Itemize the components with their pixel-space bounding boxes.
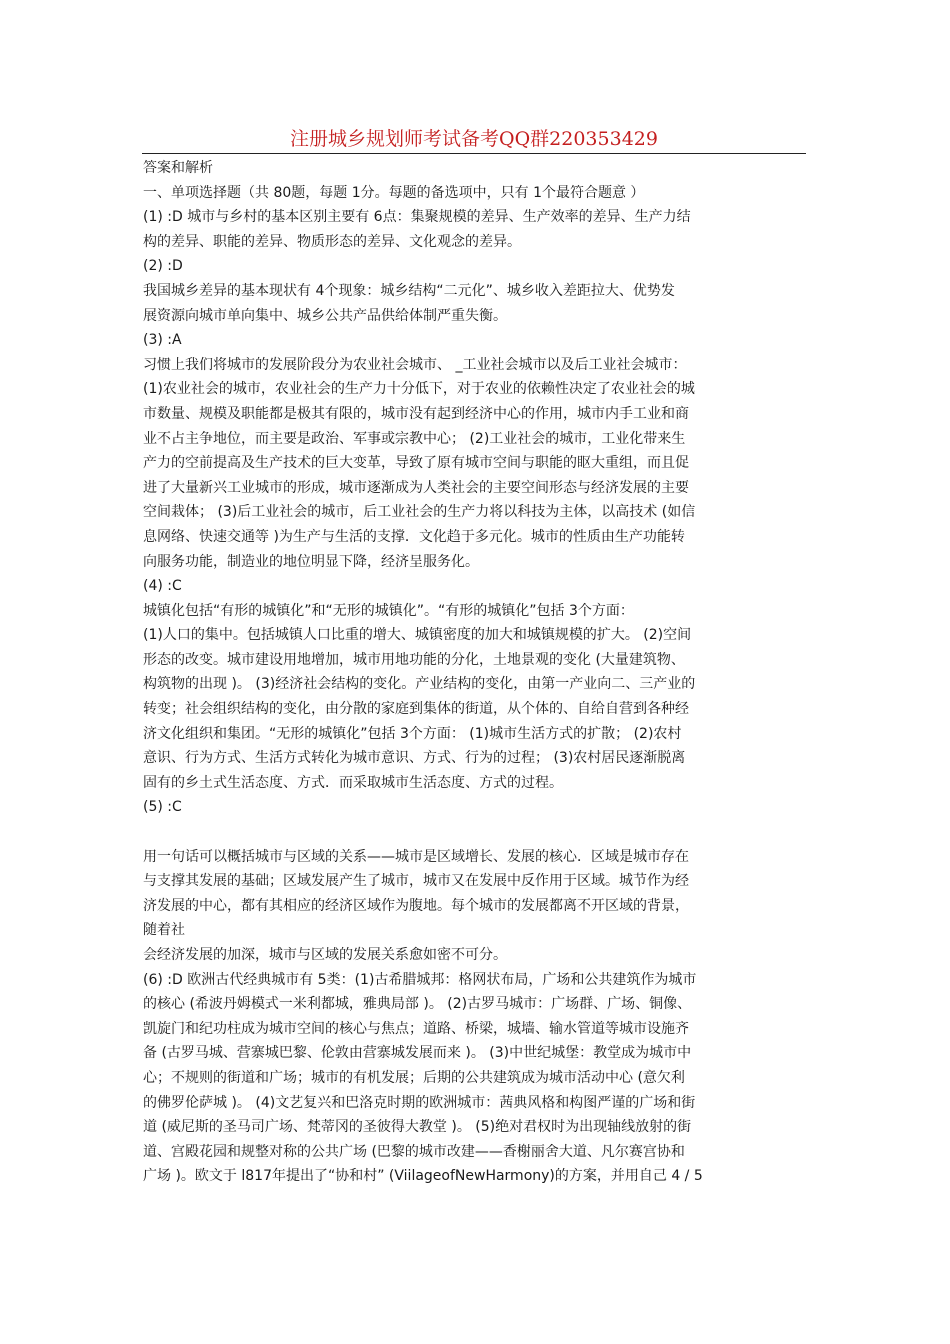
text-line: (1) :D 城市与乡村的基本区别主要有 6点：集聚规模的差异、生产效率的差异、生产力结 [143, 209, 691, 226]
text-line: 产力的空前提高及生产技术的巨大变革，导致了原有城市空间与职能的眍大重组，而且促 [143, 455, 689, 472]
text-line: 转变；社会组织结构的变化，由分散的家庭到集体的街道，从个体的、自给自营到各种经 [143, 701, 689, 718]
text-line: 道、宫殿花园和规整对称的公共广场 (巴黎的城市改建——香榭丽舍大道、凡尔赛宫协和 [143, 1143, 685, 1160]
text-line: 心；不规则的街道和广场；城市的有机发展；后期的公共建筑成为城市活动中心 (意欠利 [143, 1069, 685, 1086]
header-divider [142, 153, 806, 154]
text-line: 的佛罗伦萨城 )。 (4)文艺复兴和巴洛克时期的欧洲城市：茜典风格和构图严谨的广场和街 [143, 1094, 696, 1111]
text-line: 用一句话可以概括城市与区域的关系——城市是区域增长、发展的核心．区域是城市存在 [143, 848, 689, 865]
text-line: 城镇化包括“有形的城镇化”和“无形的城镇化”。“有形的城镇化”包括 3个方面： [143, 602, 634, 619]
text-line: (6) :D 欧洲古代经典城市有 5类：(1)古希腊城邦：格网状布局，广场和公共建筑作为城市 [143, 971, 697, 988]
text-line: 向服务功能，制造业的地位明显下降，经济呈服务化。 [143, 553, 479, 570]
text-line: 构筑物的出现 )。 (3)经济社会结构的变化。产业结构的变化，由第一产业向二、三产业的 [143, 676, 696, 693]
text-line: 意识、行为方式、生活方式转化为城市意识、方式、行为的过程； (3)农村居民逐渐脱离 [143, 750, 686, 767]
text-line: (3) :A [143, 332, 182, 349]
document-body [143, 156, 807, 1189]
page-header [142, 126, 806, 152]
text-line: (1)农业社会的城市，农业社会的生产力十分低下，对于农业的依赖性决定了农业社会的城 [143, 381, 695, 398]
text-line: (4) :C [143, 578, 182, 595]
text-line: 凯旋门和纪功柱成为城市空间的核心与焦点；道路、桥梁，城墙、输水管道等城市设施齐 [143, 1020, 689, 1037]
text-line: 答案和解析 [143, 160, 213, 176]
text-line: 息网络、快速交通等 )为生产与生活的支撑．文化趋于多元化。城市的性质由生产功能转 [143, 528, 685, 545]
text-line: 随着社 [143, 922, 185, 939]
header-title: 注册城乡规划师考试备考QQ群220353429 [290, 128, 658, 150]
text-line: 市数量、规模及职能都是极其有限的，城市没有起到经济中心的作用，城市内手工业和商 [143, 405, 689, 422]
text-line: 形态的改变。城市建设用地增加，城市用地功能的分化，土地景观的变化 (大量建筑物、 [143, 651, 685, 668]
text-line: 济文化组织和集团。“无形的城镇化”包括 3个方面： (1)城市生活方式的扩散； (2)农村 [143, 725, 682, 742]
text-line: 会经济发展的加深，城市与区域的发展关系愈如密不可分。 [143, 947, 507, 963]
text-line: 的核心 (希波丹姆模式一米利都城，雅典局部 )。 (2)古罗马城市：广场群、广场、铜像、 [143, 996, 692, 1013]
blank-line [143, 820, 807, 845]
text-line: (1)人口的集中。包括城镇人口比重的增大、城镇密度的加大和城镇规模的扩大。 (2)空间 [143, 627, 692, 644]
text-line: 展资源向城市单向集中、城乡公共产品供给体制严重失衡。 [143, 307, 507, 324]
text-line: (5) :C [143, 799, 182, 816]
text-line: 固有的乡土式生活态度、方式．而采取城市生活态度、方式的过程。 [143, 774, 563, 791]
text-line: 道 (威尼斯的圣马司广场、梵蒂冈的圣彼得大教堂 )。 (5)绝对君权时为出现轴线放射的街 [143, 1119, 692, 1136]
text-line: 习惯上我们将城市的发展阶段分为农业社会城市、 _工业社会城市以及后工业社会城市： [143, 356, 687, 373]
text-line: 一、单项选择题（共 80题，每题 1分。每题的备选项中，只有 1个最符合题意 ） [143, 184, 645, 201]
text-line: 与支撑其发展的基础；区域发展产生了城市，城市又在发展中反作用于区域。城节作为经 [143, 873, 689, 890]
text-line: 业不占主争地位，而主要是政治、军事或宗教中心； (2)工业社会的城市，工业化带来生 [143, 430, 686, 447]
text-line: 我国城乡差异的基本现状有 4个现象：城乡结构“二元化”、城乡收入差距拉大、优势发 [143, 282, 675, 299]
text-line: 构的差异、职能的差异、物质形态的差异、文化观念的差异。 [143, 233, 521, 250]
text-line: 空间栽体； (3)后工业社会的城市，后工业社会的生产力将以科技为主体，以高技术 (如信 [143, 504, 696, 521]
text-line: 进了大量新兴工业城市的形成，城市逐渐成为人类社会的主要空间形态与经济发展的主要 [143, 479, 689, 496]
text-line: 济发展的中心，都有其相应的经济区域作为腹地。每个城市的发展都离不开区域的背景， [143, 897, 689, 914]
text-line: (2) :D [143, 258, 183, 275]
text-line: 广场 )。欧文于 l817年提出了“协和村” (ViilageofNewHarmony)的方案，并用自己 4 / 5 [143, 1168, 703, 1185]
text-line: 备 (古罗马城、营寨城巴黎、伦敦由营寨城发展而来 )。 (3)中世纪城堡：教堂成为城市中 [143, 1045, 692, 1062]
